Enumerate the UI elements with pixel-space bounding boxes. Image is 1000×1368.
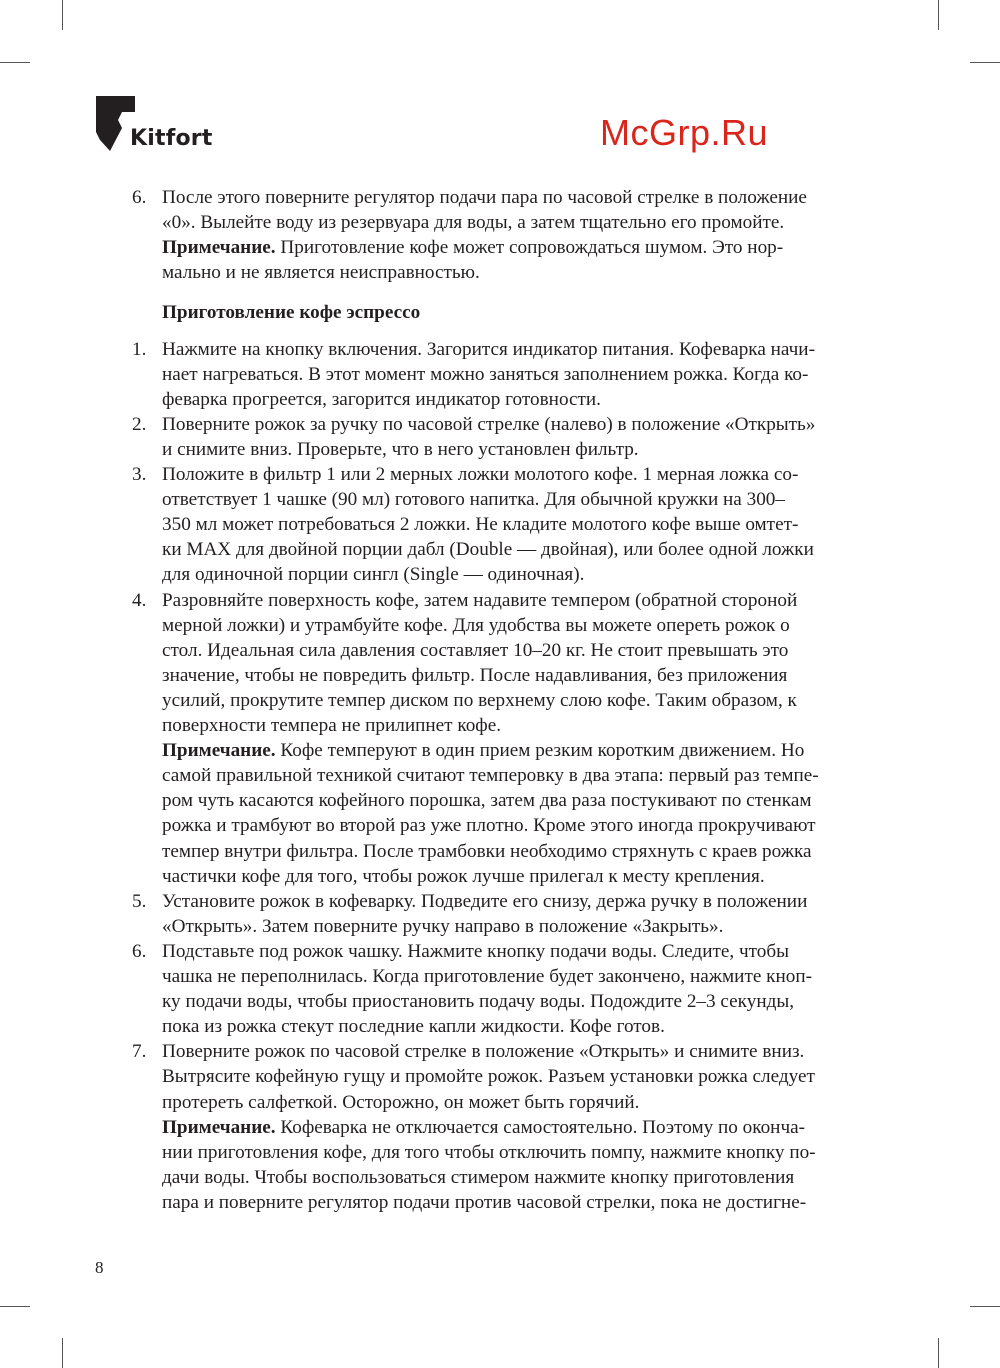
text-line bbox=[162, 864, 765, 889]
section-heading: Приготовление кофе эспрессо bbox=[162, 302, 421, 324]
text-line bbox=[162, 713, 501, 738]
line-text: «Открыть». Затем поверните ручку направо в положение «Закрыть». bbox=[162, 915, 724, 937]
text-line bbox=[162, 738, 804, 763]
line-text: Поверните рожок за ручку по часовой стрелке (налево) в положение «Открыть» bbox=[162, 413, 816, 435]
line-text: Поверните рожок по часовой стрелке в положение «Открыть» и снимите вниз. bbox=[162, 1041, 805, 1063]
text-line bbox=[162, 337, 815, 362]
text-line bbox=[162, 763, 819, 788]
line-text: ром чуть касаются кофейного порошка, затем два раза постукивают по стенкам bbox=[162, 790, 812, 812]
line-text: дачи воды. Чтобы воспользоваться стимером нажмите кнопку приготовления bbox=[162, 1166, 795, 1188]
crop-mark bbox=[970, 1306, 1000, 1307]
crop-mark bbox=[62, 0, 63, 30]
text-line bbox=[162, 1165, 794, 1190]
line-text: феварка прогреется, загорится индикатор готовности. bbox=[162, 388, 601, 410]
line-text: ку подачи воды, чтобы приостановить подачу воды. Подождите 2–3 секунды, bbox=[162, 991, 795, 1013]
text-line bbox=[162, 512, 798, 537]
text-line bbox=[162, 1064, 815, 1089]
text-line bbox=[162, 260, 480, 285]
text-line bbox=[162, 989, 794, 1014]
line-text: протереть салфеткой. Осторожно, он может быть горячий. bbox=[162, 1091, 640, 1113]
text-line bbox=[162, 1115, 805, 1140]
note-label: Примечание. bbox=[162, 1116, 276, 1138]
text-line bbox=[162, 487, 785, 512]
line-text: темпер внутри фильтра. После трамбовки необходимо стряхнуть с краев рожка bbox=[162, 840, 812, 862]
line-text: ответствует 1 чашке (90 мл) готового напитка. Для обычной кружки на 300– bbox=[162, 489, 785, 511]
text-line bbox=[162, 362, 808, 387]
text-line bbox=[162, 914, 723, 939]
text-line bbox=[162, 839, 812, 864]
line-text: Нажмите на кнопку включения. Загорится индикатор питания. Кофеварка начи- bbox=[162, 338, 815, 360]
text-line bbox=[162, 185, 807, 210]
text-line bbox=[162, 613, 790, 638]
list-item-number: 1. bbox=[132, 338, 147, 360]
crop-mark bbox=[0, 1306, 30, 1307]
line-text: Кофе темперуют в один прием резким коротким движением. Но bbox=[275, 740, 805, 762]
line-text: мерной ложки) и утрамбуйте кофе. Для удобства вы можете опереть рожок о bbox=[162, 614, 790, 636]
text-line bbox=[162, 562, 584, 587]
crop-mark bbox=[970, 62, 1000, 63]
text-line bbox=[162, 813, 816, 838]
list-item-number: 4. bbox=[132, 589, 147, 611]
text-line bbox=[162, 1039, 804, 1064]
text-line bbox=[162, 588, 797, 613]
text-line bbox=[162, 939, 789, 964]
line-text: нает нагреваться. В этот момент можно заняться заполнением рожка. Когда ко- bbox=[162, 363, 809, 385]
list-item-number: 3. bbox=[132, 464, 147, 485]
line-text: «0». Вылейте воду из резервуара для воды, а затем тщательно его промойте. bbox=[162, 212, 785, 234]
list-item-number: 5. bbox=[132, 890, 147, 912]
list-item-number: 6. bbox=[132, 940, 147, 962]
text-line bbox=[162, 462, 798, 487]
text-line bbox=[162, 788, 811, 813]
text-line bbox=[162, 537, 814, 562]
line-text: частички кофе для того, чтобы рожок лучше прилегал к месту крепления. bbox=[162, 865, 765, 887]
crop-mark bbox=[938, 1338, 939, 1368]
list-item-number: 6. bbox=[132, 187, 147, 208]
line-text: пока из рожка стекут последние капли жидкости. Кофе готов. bbox=[162, 1016, 665, 1038]
list-item-number: 2. bbox=[132, 413, 147, 435]
text-line bbox=[162, 663, 787, 688]
line-text: стол. Идеальная сила давления составляет 10–20 кг. Не стоит превышать это bbox=[162, 639, 789, 661]
logo-text: Kitfort bbox=[130, 126, 213, 151]
text-line bbox=[162, 889, 807, 914]
note-label: Примечание. bbox=[162, 740, 276, 762]
page-number: 8 bbox=[95, 1258, 104, 1277]
line-text: и снимите вниз. Проверьте, что в него установлен фильтр. bbox=[162, 438, 639, 460]
watermark: McGrp.Ru bbox=[600, 112, 769, 153]
kitfort-logo bbox=[96, 96, 236, 156]
line-text: поверхности темпера не прилипнет кофе. bbox=[162, 715, 502, 736]
line-text: мально и не является неисправностью. bbox=[162, 262, 480, 284]
line-text: усилий, прокрутите темпер диском по верхнему слою кофе. Таким образом, к bbox=[162, 689, 797, 711]
line-text: значение, чтобы не повредить фильтр. После надавливания, без приложения bbox=[162, 664, 788, 686]
line-text: чашка не переполнилась. Когда приготовление будет закончено, нажмите кноп- bbox=[162, 966, 812, 987]
line-text: Разровняйте поверхность кофе, затем надавите темпером (обратной стороной bbox=[162, 589, 798, 611]
text-line bbox=[162, 437, 639, 462]
line-text: После этого поверните регулятор подачи пара по часовой стрелке в положение bbox=[162, 187, 807, 208]
line-text: 350 мл может потребоваться 2 ложки. Не кладите молотого кофе выше омтет- bbox=[162, 514, 799, 536]
crop-mark bbox=[0, 62, 30, 63]
text-line bbox=[162, 638, 788, 663]
text-line bbox=[162, 387, 601, 412]
line-text: Положите в фильтр 1 или 2 мерных ложки молотого кофе. 1 мерная ложка со- bbox=[162, 464, 799, 485]
line-text: Подставьте под рожок чашку. Нажмите кнопку подачи воды. Следите, чтобы bbox=[162, 940, 789, 962]
note-label: Примечание. bbox=[162, 237, 276, 259]
line-text: пара и поверните регулятор подачи против часовой стрелки, пока не достигне- bbox=[162, 1191, 807, 1213]
text-line bbox=[162, 412, 815, 437]
line-text: рожка и трамбуют во второй раз уже плотно. Кроме этого иногда прокручивают bbox=[162, 815, 816, 837]
text-line bbox=[162, 964, 812, 989]
line-text: для одиночной порции сингл (Single — одиночная). bbox=[162, 564, 585, 586]
text-line bbox=[162, 1140, 816, 1165]
text-line bbox=[162, 1090, 639, 1115]
line-text: Приготовление кофе может сопровождаться шумом. Это нор- bbox=[275, 237, 784, 259]
text-line bbox=[162, 210, 784, 235]
line-text: Установите рожок в кофеварку. Подведите его снизу, держа ручку в положении bbox=[162, 890, 808, 912]
line-text: Кофеварка не отключается самостоятельно. Поэтому по оконча- bbox=[275, 1116, 805, 1138]
text-line bbox=[162, 1190, 806, 1215]
line-text: самой правильной техникой считают темперовку в два этапа: первый раз темпе- bbox=[162, 765, 819, 787]
text-line bbox=[162, 235, 783, 260]
text-line bbox=[162, 688, 797, 713]
line-text: Вытрясите кофейную гущу и промойте рожок. Разъем установки рожка следует bbox=[162, 1066, 815, 1088]
crop-mark bbox=[938, 0, 939, 30]
list-item-number: 7. bbox=[132, 1041, 147, 1063]
line-text: ки MAX для двойной порции дабл (Double — двойная), или более одной ложки bbox=[162, 539, 814, 561]
line-text: нии приготовления кофе, для того чтобы отключить помпу, нажмите кнопку по- bbox=[162, 1141, 816, 1163]
crop-mark bbox=[62, 1338, 63, 1368]
text-line bbox=[162, 1014, 665, 1039]
